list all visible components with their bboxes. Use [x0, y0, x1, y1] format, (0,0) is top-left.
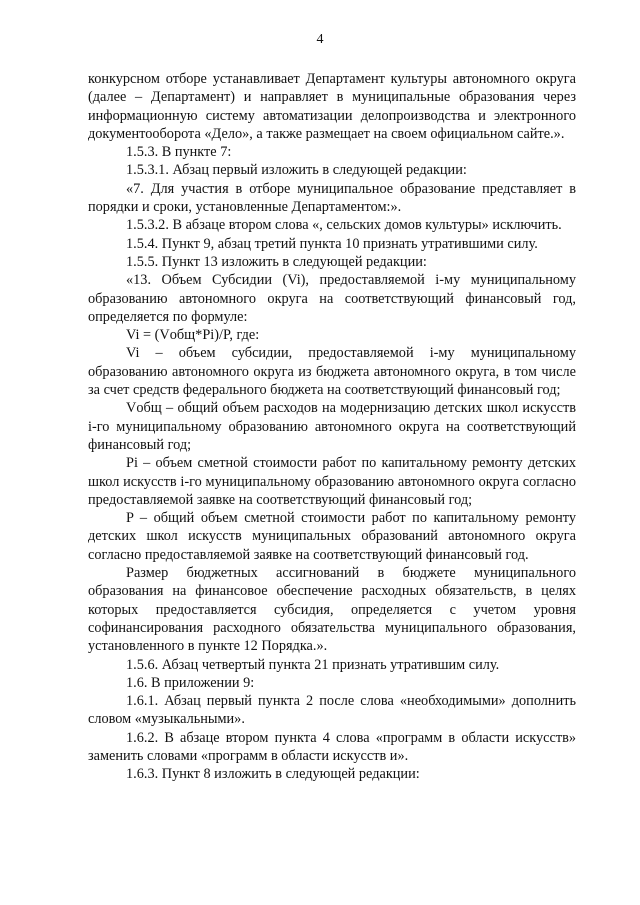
- document-body: [88, 70, 576, 784]
- paragraph-quote-13: «13. Объем Субсидии (Vi), предоставляемой i-му муниципальному образованию автономного округа на соответствующий финансовый год, определяется по формуле:: [88, 272, 576, 325]
- paragraph-continuation: конкурсном отборе устанавливает Департамент культуры автономного округа (далее – Департамент) и направляет в муниципальные образования через информационную систему автоматизации делопроизводства и электронного документооборота «Дело», а также размещает на своем официальном сайте.».: [88, 71, 576, 142]
- page-number: 4: [316, 32, 324, 47]
- paragraph-quote-7: «7. Для участия в отборе муниципальное образование представляет в порядки и сроки, установленные Департаментом:».: [88, 180, 576, 216]
- paragraph-1-6: 1.6. В приложении 9:: [126, 674, 255, 691]
- paragraph-1-5-6: 1.5.6. Абзац четвертый пункта 21 признать утратившим силу.: [126, 656, 500, 673]
- paragraph-1-6-2: 1.6.2. В абзаце втором пункта 4 слова «программ в области искусств» заменить словами «программ в области искусств и».: [88, 729, 576, 764]
- definition-vobshch: Vобщ – общий объем расходов на модернизацию детских школ искусств i-го муниципальному образованию автономного округа на соответствующий финансовый год;: [88, 400, 576, 453]
- paragraph-1-6-1: 1.6.1. Абзац первый пункта 2 после слова «необходимыми» дополнить словом «музыкальными».: [88, 693, 576, 728]
- paragraph-1-6-3: 1.6.3. Пункт 8 изложить в следующей редакции:: [126, 766, 420, 783]
- paragraph-1-5-4: 1.5.4. Пункт 9, абзац третий пункта 10 признать утратившими силу.: [126, 235, 538, 252]
- definition-p: P – общий объем сметной стоимости работ по капитальному ремонту детских школ искусств муниципальных образований автономного округа согласно предоставляемой заявке на соответствующий финансовый год.: [88, 510, 576, 563]
- definition-pi: Pi – объем сметной стоимости работ по капитальному ремонту детских школ искусств i-го муниципальному образованию автономного округа согласно предоставляемой заявке на соответствующий финансовый год;: [88, 455, 576, 508]
- paragraph-1-5-5: 1.5.5. Пункт 13 изложить в следующей редакции:: [126, 253, 427, 270]
- paragraph-budget-size: Размер бюджетных ассигнований в бюджете муниципального образования на финансовое обеспечение расходных обязательств, в целях которых предоставляется субсидия, определяется с учетом уровня софинансирования расходного обязательства муниципального образования, установленного в пункте 12 Порядка.».: [88, 565, 576, 655]
- paragraph-1-5-3: 1.5.3. В пункте 7:: [126, 144, 232, 161]
- formula: Vi = (Vобщ*Pi)/P, где:: [126, 327, 260, 344]
- definition-vi: Vi – объем субсидии, предоставляемой i-му муниципальному образованию автономного округа из бюджета автономного округа, в том числе за счет средств федерального бюджета на соответствующий финансовый год;: [88, 345, 576, 399]
- paragraph-1-5-3-2: 1.5.3.2. В абзаце втором слова «, сельских домов культуры» исключить.: [126, 217, 562, 234]
- paragraph-1-5-3-1: 1.5.3.1. Абзац первый изложить в следующей редакции:: [126, 162, 467, 179]
